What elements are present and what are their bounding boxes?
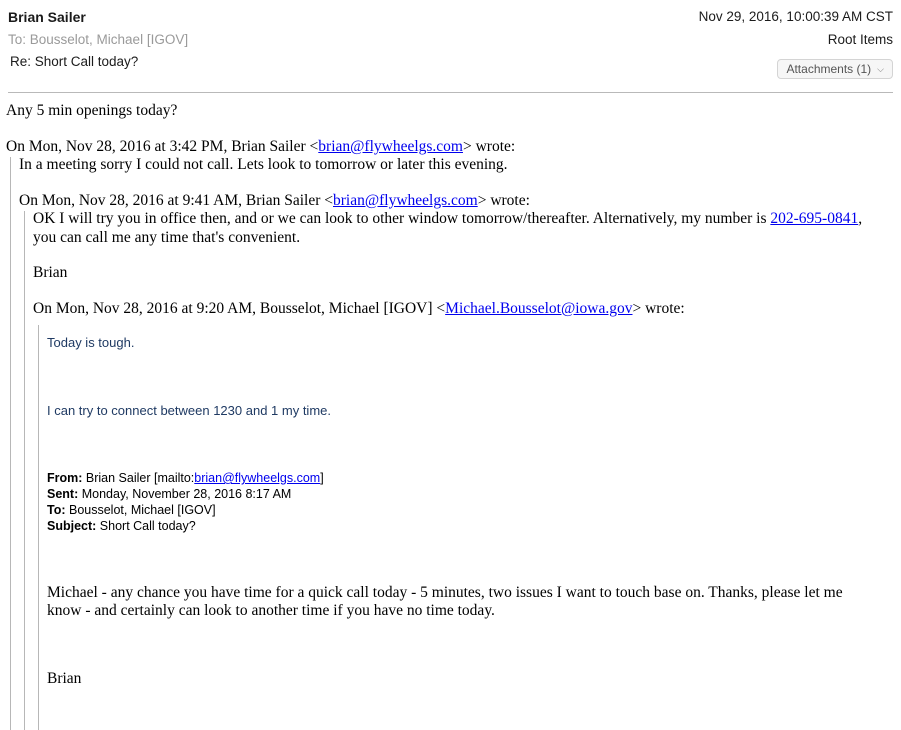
email-link-4[interactable]: brian@flywheelgs.com: [194, 471, 321, 485]
email-link-3[interactable]: Michael.Bousselot@iowa.gov: [445, 300, 633, 317]
quote-text-3-line2: I can try to connect between 1230 and 1 my time.: [47, 403, 331, 418]
quote-bar-1: [10, 157, 11, 730]
quote-intro-1: [6, 138, 515, 156]
quote-intro-2-pre: On Mon, Nov 28, 2016 at 9:41 AM, Brian Sailer <: [19, 192, 333, 209]
sent-value: Monday, November 28, 2016 8:17 AM: [78, 487, 292, 501]
forward-from: [47, 470, 324, 486]
chevron-down-icon: ⌵: [877, 63, 884, 74]
attachments-label: Attachments (1): [786, 62, 872, 76]
from-label: From:: [47, 471, 83, 485]
signature-brian-2: Brian: [33, 264, 68, 281]
email-link-1[interactable]: brian@flywheelgs.com: [318, 138, 463, 155]
quote-intro-2-post: > wrote:: [477, 192, 530, 209]
to-value: Bousselot, Michael [IGOV]: [65, 503, 216, 517]
quote-text-1: In a meeting sorry I could not call. Lets look to tomorrow or later this evening.: [19, 156, 508, 173]
quote-bar-2: [24, 211, 25, 730]
recipient-line: To: Bousselot, Michael [IGOV]: [8, 32, 189, 47]
quote-intro-3-post: > wrote:: [632, 300, 685, 317]
quote-intro-3-pre: On Mon, Nov 28, 2016 at 9:20 AM, Bousselot, Michael [IGOV] <: [33, 300, 446, 317]
header-divider: [8, 92, 893, 93]
forward-sent: [47, 486, 291, 502]
signature-brian-3: Brian: [47, 670, 82, 687]
quote-intro-1-pre: On Mon, Nov 28, 2016 at 3:42 PM, Brian Sailer <: [6, 138, 319, 155]
email-subject: Re: Short Call today?: [10, 54, 139, 69]
quote-intro-3: [33, 300, 685, 318]
subject-label: Subject:: [47, 519, 97, 533]
sender-name: Brian Sailer: [8, 9, 86, 25]
attachments-button[interactable]: [777, 59, 893, 79]
quote-text-2-pre: OK I will try you in office then, and or we can look to other window tomorrow/thereafter. Alternatively, my number is: [33, 210, 771, 227]
quote-bar-3: [38, 325, 39, 730]
original-message-line1: Michael - any chance you have time for a quick call today - 5 minutes, two issues I want to touch base on. Thanks, please let me: [47, 584, 843, 601]
reply-text: Any 5 min openings today?: [6, 102, 178, 119]
quote-text-2-line2: you can call me any time that's convenient.: [33, 229, 301, 246]
to-label: To:: [47, 503, 66, 517]
mailbox-name: Root Items: [827, 32, 893, 47]
quote-text-2: [33, 210, 862, 228]
quote-intro-1-post: > wrote:: [462, 138, 516, 155]
from-value: Brian Sailer [mailto:: [82, 471, 195, 485]
subject-value: Short Call today?: [96, 519, 196, 533]
quote-text-3-line1: Today is tough.: [47, 335, 135, 350]
original-message-line2: know - and certainly can look to another time if you have no time today.: [47, 602, 495, 619]
email-date: Nov 29, 2016, 10:00:39 AM CST: [698, 9, 893, 24]
sent-label: Sent:: [47, 487, 79, 501]
forward-subject: [47, 518, 196, 534]
phone-link[interactable]: 202-695-0841: [770, 210, 859, 227]
email-link-2[interactable]: brian@flywheelgs.com: [333, 192, 478, 209]
from-value-post: ]: [320, 471, 324, 485]
quote-text-2-post: ,: [858, 210, 863, 227]
forward-to: [47, 502, 216, 518]
quote-intro-2: [19, 192, 530, 210]
